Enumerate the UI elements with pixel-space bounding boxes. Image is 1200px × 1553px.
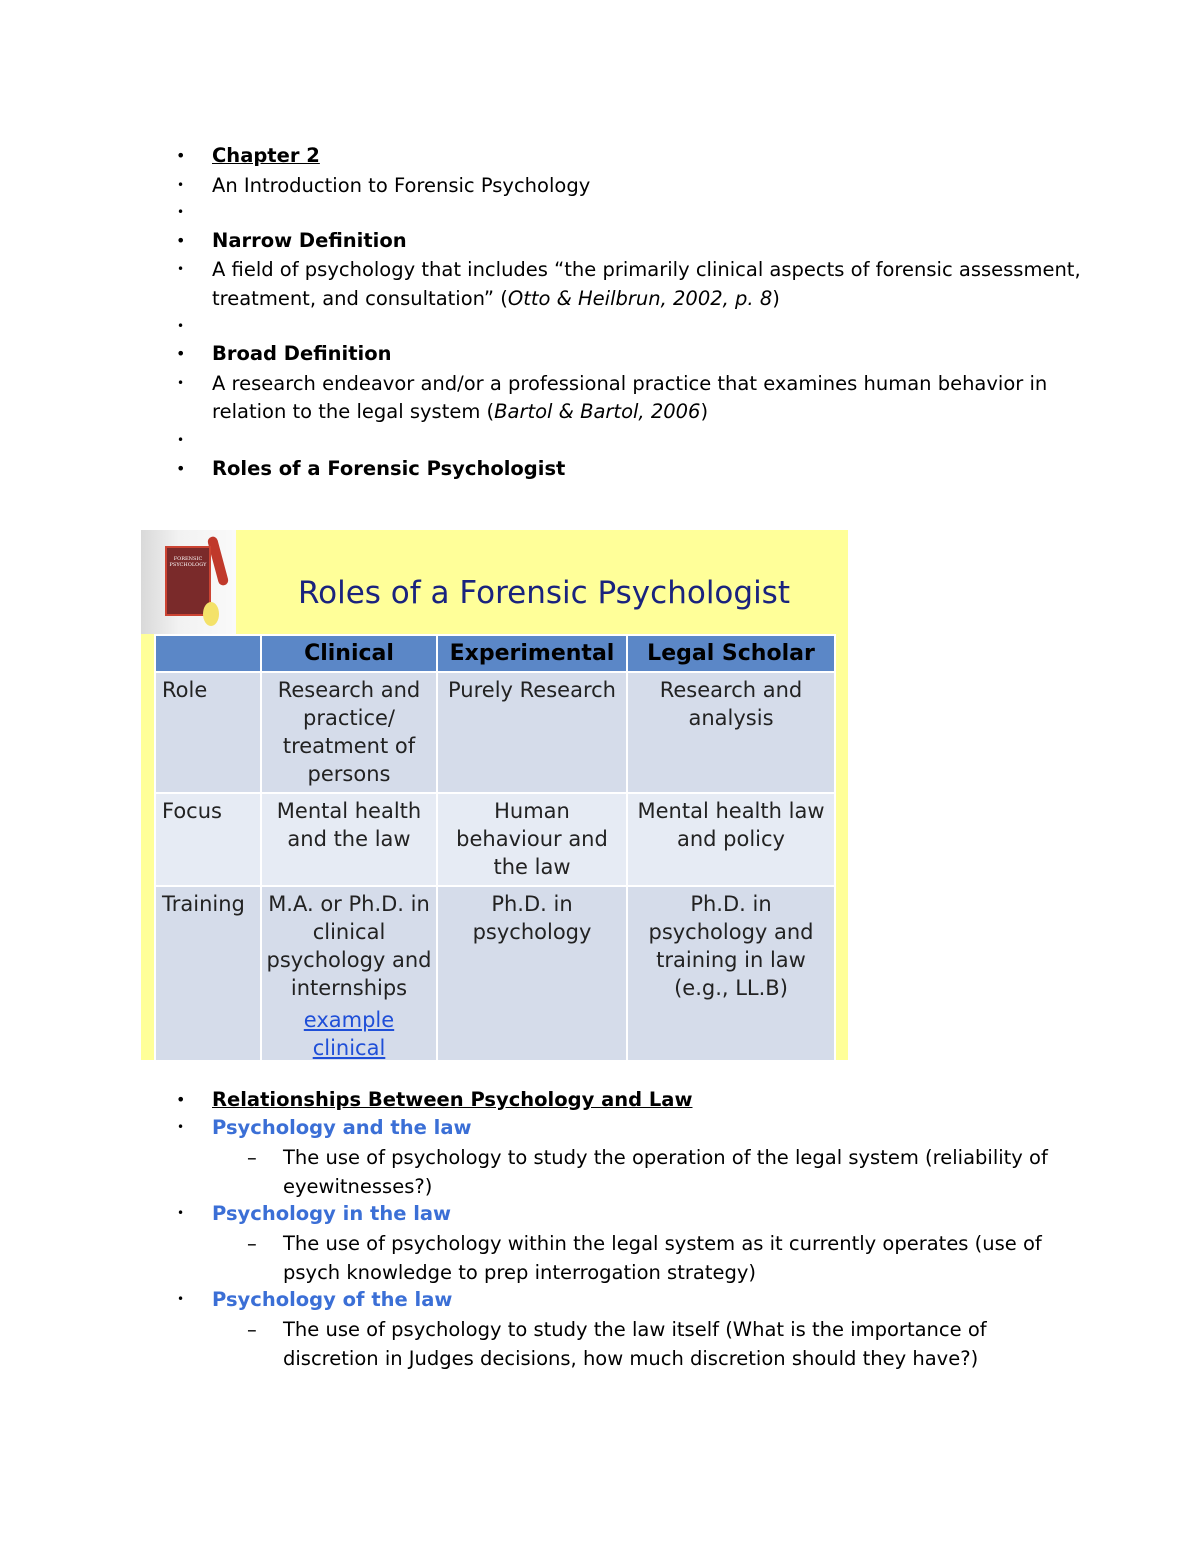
roles-heading: Roles of a Forensic Psychologist	[212, 457, 566, 480]
broad-text-part: relation to the legal system (	[212, 400, 495, 423]
psych-in-law-line-1: The use of psychology within the legal system as it currently operates (use of	[283, 1232, 1042, 1255]
roles-slide-image	[141, 530, 848, 1060]
psychology-of-the-law-title: Psychology of the law	[212, 1288, 453, 1311]
lightbulb-icon	[203, 602, 219, 626]
narrow-text-part: treatment, and consultation” (	[212, 287, 508, 310]
row-label: Focus	[155, 793, 261, 886]
row-label: Role	[155, 672, 261, 793]
table-cell: Ph.D. in psychology and training in law (e.g., LL.B)	[627, 886, 835, 1060]
psychology-in-the-law-title: Psychology in the law	[212, 1202, 452, 1225]
table-cell: Ph.D. in psychology	[437, 886, 627, 1060]
narrow-definition-heading: Narrow Definition	[212, 229, 407, 252]
table-header-empty	[155, 635, 261, 672]
table-header-clinical: Clinical	[261, 635, 437, 672]
broad-citation: Bartol & Bartol, 2006	[494, 400, 701, 423]
slide-title: Roles of a Forensic Psychologist	[297, 575, 790, 611]
table-cell: Mental health and the law	[261, 793, 437, 886]
dash-marker: –	[247, 1146, 257, 1169]
narrow-citation: Otto & Heilbrun, 2002, p. 8	[507, 287, 773, 310]
table-cell: Mental health law and policy	[627, 793, 835, 886]
broad-definition-line-2	[212, 397, 708, 426]
example-clinical-link[interactable]: example clinical	[303, 1008, 395, 1060]
roles-table	[154, 634, 836, 1060]
relationships-heading: Relationships Between Psychology and Law	[212, 1088, 693, 1111]
table-cell: Research and analysis	[627, 672, 835, 793]
clinical-training-text: M.A. or Ph.D. in clinical psychology and internships	[266, 892, 432, 1000]
narrow-definition-line-1: A field of psychology that includes “the primarily clinical aspects of forensic assessment,	[212, 258, 1081, 281]
psych-and-law-line-1: The use of psychology to study the operation of the legal system (reliability of	[283, 1146, 1048, 1169]
psych-of-law-line-1: The use of psychology to study the law itself (What is the importance of	[283, 1318, 987, 1341]
row-label: Training	[155, 886, 261, 1060]
dash-marker: –	[247, 1318, 257, 1341]
table-header-experimental: Experimental	[437, 635, 627, 672]
broad-definition-heading: Broad Definition	[212, 342, 392, 365]
broad-definition-line-1: A research endeavor and/or a professional practice that examines human behavior in	[212, 372, 1048, 395]
book-cover-thumbnail	[141, 530, 236, 634]
table-row	[155, 886, 835, 1060]
psych-of-law-line-2: discretion in Judges decisions, how much discretion should they have?)	[283, 1347, 979, 1370]
psychology-and-the-law-title: Psychology and the law	[212, 1116, 472, 1139]
book-cover-text: FORENSIC PSYCHOLOGY	[169, 556, 207, 568]
table-cell	[261, 886, 437, 1060]
psych-in-law-line-2: psych knowledge to prep interrogation strategy)	[283, 1261, 756, 1284]
chapter-heading: Chapter 2	[212, 144, 320, 167]
table-header-row	[155, 635, 835, 672]
table-cell: Research and practice/ treatment of persons	[261, 672, 437, 793]
table-cell: Purely Research	[437, 672, 627, 793]
narrow-definition-line-2	[212, 284, 780, 313]
dash-marker: –	[247, 1232, 257, 1255]
psych-and-law-line-2: eyewitnesses?)	[283, 1175, 433, 1198]
table-cell: Human behaviour and the law	[437, 793, 627, 886]
narrow-text-close: )	[772, 287, 780, 310]
broad-text-close: )	[700, 400, 709, 423]
table-row	[155, 672, 835, 793]
table-row	[155, 793, 835, 886]
chapter-subtitle: An Introduction to Forensic Psychology	[212, 174, 591, 197]
table-header-legal-scholar: Legal Scholar	[627, 635, 835, 672]
